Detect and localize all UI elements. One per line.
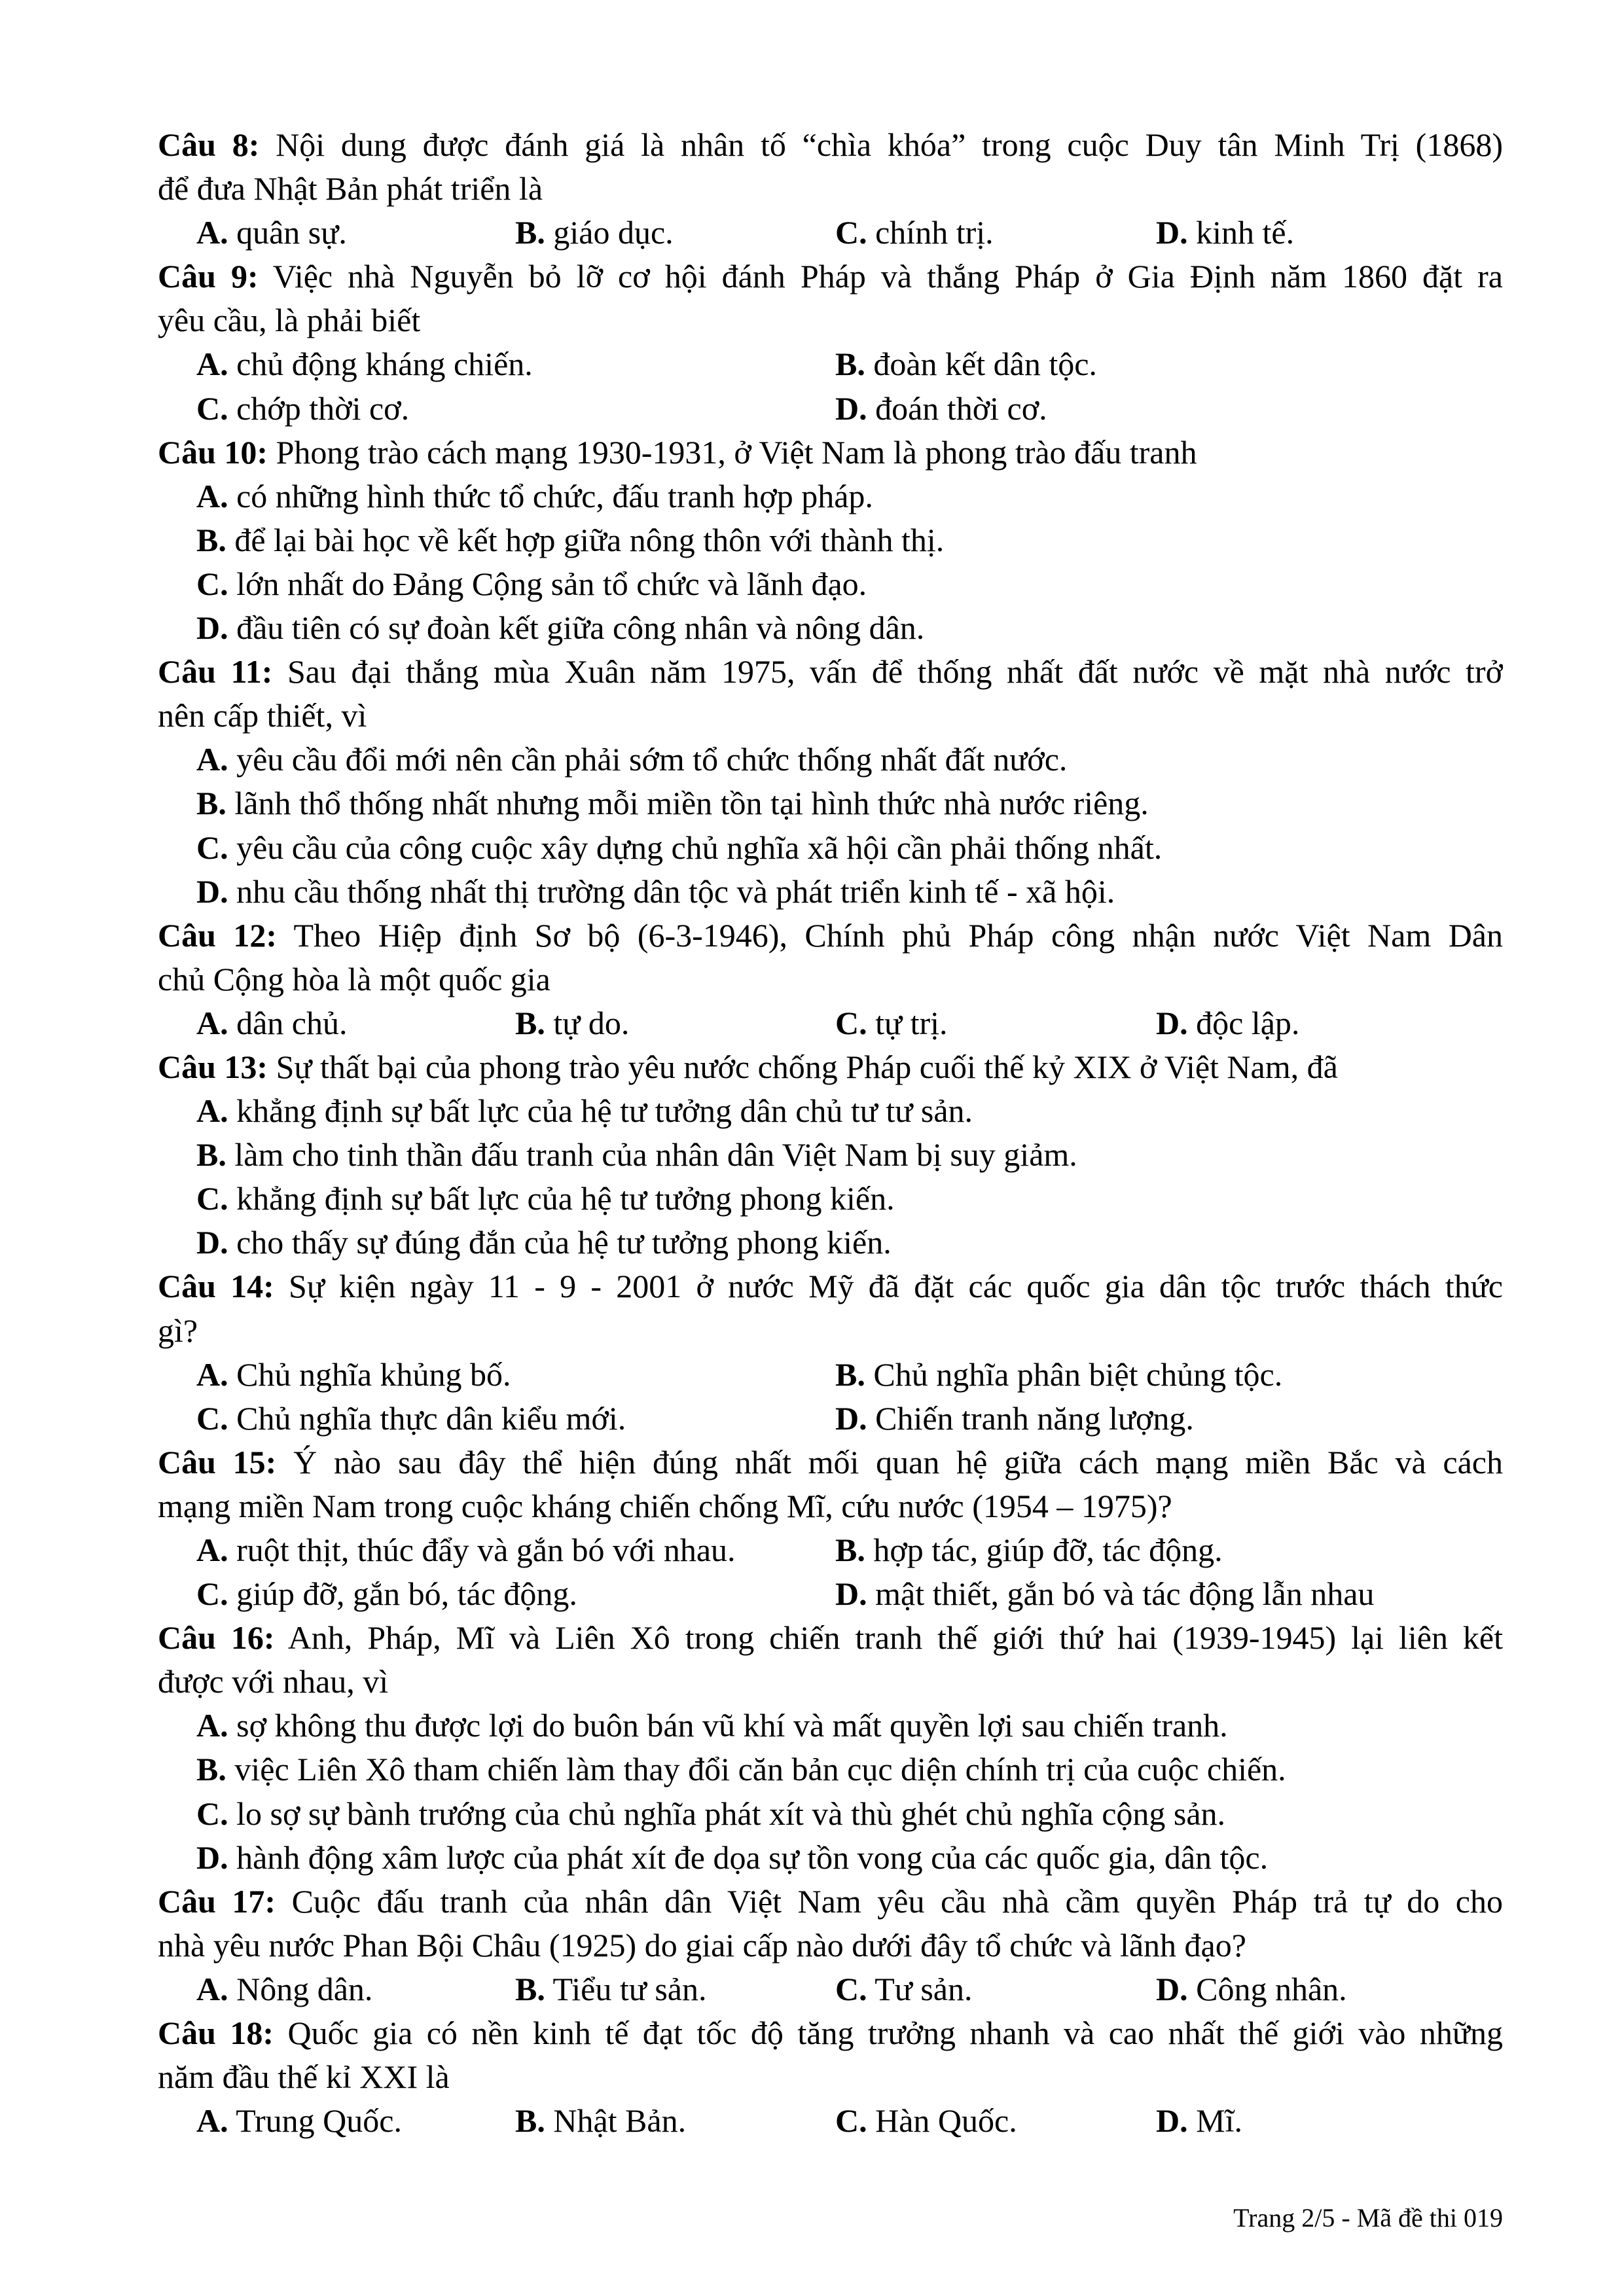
options-row — [158, 2099, 1503, 2143]
option-b — [515, 2099, 686, 2143]
option-c — [196, 1572, 577, 1616]
option-text: yêu cầu của công cuộc xây dựng chủ nghĩa xã hội cần phải thống nhất. — [228, 829, 1163, 866]
option-text: lãnh thổ thống nhất nhưng mỗi miền tồn tại hình thức nhà nước riêng. — [226, 785, 1149, 822]
option-a — [196, 342, 533, 386]
options-row — [158, 518, 1503, 562]
option-key: A. — [196, 741, 228, 778]
option-key: C. — [196, 565, 228, 602]
question-text: chủ Cộng hòa là một quốc gia — [158, 960, 550, 997]
page-footer: Trang 2/5 - Mã đề thi 019 — [1233, 2203, 1503, 2233]
question-stem-line — [158, 1616, 1503, 1660]
question-text: Sự kiện ngày 11 - 9 - 2001 ở nước Mỹ đã đặt các quốc gia dân tộc trước thách thức — [274, 1268, 1503, 1305]
option-key: B. — [196, 1136, 226, 1174]
option-b — [196, 1748, 1286, 1791]
option-text: khẳng định sự bất lực của hệ tư tưởng phong kiến. — [228, 1180, 895, 1217]
question-stem-line — [158, 298, 1503, 342]
option-key: D. — [1156, 1970, 1188, 2007]
question-18 — [158, 2011, 1503, 2143]
option-text: quân sự. — [228, 214, 347, 251]
options-row — [158, 1001, 1503, 1045]
question-stem-line — [158, 123, 1503, 167]
options-row — [158, 1397, 1503, 1441]
option-key: C. — [196, 1575, 228, 1613]
option-key: A. — [196, 1092, 228, 1130]
option-d — [835, 1572, 1374, 1616]
option-key: D. — [196, 609, 228, 647]
option-key: A. — [196, 1970, 228, 2007]
option-key: B. — [835, 1532, 865, 1568]
question-stem-line — [158, 1924, 1503, 1967]
option-d — [196, 1221, 892, 1265]
option-text: dân chủ. — [228, 1004, 348, 1041]
question-text: Anh, Pháp, Mĩ và Liên Xô trong chiến tranh thế giới thứ hai (1939-1945) lại liên kết — [274, 1619, 1503, 1657]
question-text: để đưa Nhật Bản phát triển là — [158, 170, 543, 207]
option-key: D. — [1156, 2102, 1188, 2140]
option-text: yêu cầu đổi mới nên cần phải sớm tổ chức thống nhất đất nước. — [228, 741, 1068, 778]
question-number: Câu 11: — [158, 653, 273, 691]
options-row — [158, 826, 1503, 870]
option-d — [1156, 2099, 1242, 2143]
option-key: C. — [196, 1180, 228, 1217]
option-a — [196, 1089, 973, 1133]
option-d — [835, 387, 1047, 431]
option-text: Chủ nghĩa thực dân kiểu mới. — [228, 1399, 626, 1437]
question-stem-line — [158, 1265, 1503, 1308]
option-key: B. — [515, 1004, 545, 1041]
option-key: B. — [835, 346, 865, 383]
option-a — [196, 1528, 736, 1572]
option-text: để lại bài học về kết hợp giữa nông thôn với thành thị. — [226, 521, 945, 558]
option-d — [1156, 211, 1294, 255]
option-key: D. — [1156, 1004, 1188, 1041]
option-a — [196, 2099, 402, 2143]
question-stem-line — [158, 1309, 1503, 1353]
options-row — [158, 1133, 1503, 1177]
option-text: Tiểu tư sản. — [545, 1970, 707, 2007]
option-d — [835, 1397, 1194, 1441]
option-a — [196, 1353, 511, 1397]
option-key: A. — [196, 1355, 228, 1393]
options-row — [158, 1353, 1503, 1397]
option-key: D. — [835, 389, 867, 427]
option-text: hành động xâm lược của phát xít đe dọa sự tồn vong của các quốc gia, dân tộc. — [228, 1839, 1269, 1876]
option-b — [835, 1353, 1282, 1397]
option-key: A. — [196, 1707, 228, 1744]
question-number: Câu 8: — [158, 126, 260, 163]
option-c — [196, 1792, 1225, 1836]
option-key: B. — [515, 214, 545, 251]
options-row — [158, 475, 1503, 518]
option-text: kinh tế. — [1187, 214, 1295, 251]
question-text: nhà yêu nước Phan Bội Châu (1925) do giai cấp nào dưới đây tổ chức và lãnh đạo? — [158, 1926, 1246, 1964]
option-c — [196, 1177, 895, 1221]
question-stem-line — [158, 958, 1503, 1001]
option-text: Nhật Bản. — [545, 2102, 687, 2140]
question-text: Sự thất bại của phong trào yêu nước chống Pháp cuối thế kỷ XIX ở Việt Nam, đã — [268, 1048, 1338, 1085]
question-16 — [158, 1616, 1503, 1880]
question-number: Câu 12: — [158, 916, 278, 954]
option-text: cho thấy sự đúng đắn của hệ tư tưởng phong kiến. — [228, 1224, 892, 1261]
option-key: D. — [196, 1224, 228, 1261]
option-b — [196, 1133, 1077, 1177]
option-d — [1156, 1967, 1347, 2011]
option-d — [1156, 1001, 1299, 1045]
options-row — [158, 1528, 1503, 1572]
option-key: C. — [835, 2102, 867, 2140]
option-key: D. — [196, 1839, 228, 1876]
question-stem-line — [158, 431, 1503, 475]
option-key: C. — [835, 214, 867, 251]
question-stem-line — [158, 2011, 1503, 2055]
options-row — [158, 606, 1503, 650]
option-key: C. — [196, 829, 228, 866]
question-number: Câu 16: — [158, 1619, 275, 1657]
question-text: Phong trào cách mạng 1930-1931, ở Việt Nam là phong trào đấu tranh — [268, 433, 1197, 471]
question-text: Sau đại thắng mùa Xuân năm 1975, vấn để thống nhất đất nước về mặt nhà nước trở — [272, 653, 1503, 691]
option-text: hợp tác, giúp đỡ, tác động. — [865, 1532, 1223, 1568]
question-8 — [158, 123, 1503, 255]
option-a — [196, 738, 1067, 781]
question-stem-line — [158, 2055, 1503, 2099]
question-text: Cuộc đấu tranh của nhân dân Việt Nam yêu cầu nhà cầm quyền Pháp trả tự do cho — [276, 1882, 1503, 1920]
option-b — [515, 1967, 706, 2011]
question-text: mạng miền Nam trong cuộc kháng chiến chống Mĩ, cứu nước (1954 – 1975)? — [158, 1487, 1172, 1524]
question-14 — [158, 1265, 1503, 1440]
option-key: B. — [835, 1355, 865, 1393]
option-text: Hàn Quốc. — [867, 2102, 1017, 2140]
options-row — [158, 738, 1503, 781]
option-text: chớp thời cơ. — [228, 389, 410, 427]
option-key: D. — [196, 872, 228, 910]
option-c — [835, 211, 994, 255]
option-key: D. — [835, 1399, 867, 1437]
option-text: khẳng định sự bất lực của hệ tư tưởng dân chủ tư tư sản. — [228, 1092, 973, 1130]
option-text: chủ động kháng chiến. — [228, 346, 533, 383]
option-key: B. — [515, 1970, 545, 2007]
option-b — [835, 342, 1097, 386]
options-row — [158, 1836, 1503, 1880]
question-number: Câu 10: — [158, 433, 268, 471]
question-9 — [158, 255, 1503, 430]
option-text: ruột thịt, thúc đẩy và gắn bó với nhau. — [228, 1532, 736, 1568]
question-13 — [158, 1045, 1503, 1265]
question-15 — [158, 1441, 1503, 1616]
option-key: B. — [515, 2102, 545, 2140]
option-text: Tư sản. — [867, 1970, 973, 2007]
option-key: D. — [1156, 214, 1188, 251]
question-10 — [158, 431, 1503, 650]
question-12 — [158, 914, 1503, 1045]
option-c — [835, 2099, 1017, 2143]
option-text: lo sợ sự bành trướng của chủ nghĩa phát xít và thù ghét chủ nghĩa cộng sản. — [228, 1795, 1226, 1832]
option-c — [835, 1001, 948, 1045]
option-text: có những hình thức tổ chức, đấu tranh hợp pháp. — [228, 477, 873, 514]
question-stem-line — [158, 1660, 1503, 1704]
option-text: mật thiết, gắn bó và tác động lẫn nhau — [867, 1575, 1375, 1613]
question-17 — [158, 1880, 1503, 2011]
option-text: tự do. — [545, 1004, 630, 1041]
question-number: Câu 18: — [158, 2015, 274, 2052]
question-stem-line — [158, 1045, 1503, 1089]
exam-content — [158, 123, 1503, 2143]
option-a — [196, 1704, 1228, 1748]
option-key: C. — [196, 1795, 228, 1832]
option-text: giáo dục. — [545, 214, 674, 251]
option-text: chính trị. — [867, 214, 994, 251]
options-row — [158, 1221, 1503, 1265]
question-number: Câu 15: — [158, 1443, 277, 1480]
question-text: nên cấp thiết, vì — [158, 697, 367, 734]
question-stem-line — [158, 255, 1503, 298]
option-d — [196, 1836, 1268, 1880]
question-text: Theo Hiệp định Sơ bộ (6-3-1946), Chính phủ Pháp công nhận nước Việt Nam Dân — [277, 916, 1503, 954]
option-key: D. — [835, 1575, 867, 1613]
question-stem-line — [158, 650, 1503, 694]
option-c — [835, 1967, 973, 2011]
option-text: Chiến tranh năng lượng. — [867, 1399, 1194, 1437]
options-row — [158, 1177, 1503, 1221]
option-c — [196, 1397, 626, 1441]
question-text: Việc nhà Nguyễn bỏ lỡ cơ hội đánh Pháp và thắng Pháp ở Gia Định năm 1860 đặt ra — [258, 258, 1503, 295]
option-text: tự trị. — [867, 1004, 948, 1041]
option-text: đoán thời cơ. — [867, 389, 1047, 427]
option-text: nhu cầu thống nhất thị trường dân tộc và phát triển kinh tế - xã hội. — [228, 872, 1115, 910]
option-key: B. — [196, 1751, 226, 1788]
option-a — [196, 211, 347, 255]
question-text: Ý nào sau đây thể hiện đúng nhất mối quan hệ giữa cách mạng miền Bắc và cách — [276, 1443, 1503, 1480]
option-text: đầu tiên có sự đoàn kết giữa công nhân và nông dân. — [228, 609, 925, 647]
option-a — [196, 1967, 372, 2011]
options-row — [158, 387, 1503, 431]
option-b — [196, 781, 1149, 825]
options-row — [158, 870, 1503, 914]
option-text: độc lập. — [1187, 1004, 1300, 1041]
option-key: C. — [196, 389, 228, 427]
option-key: C. — [196, 1399, 228, 1437]
option-key: B. — [196, 521, 226, 558]
options-row — [158, 1967, 1503, 2011]
option-key: A. — [196, 346, 228, 383]
option-key: C. — [835, 1004, 867, 1041]
option-text: Nông dân. — [228, 1970, 373, 2007]
option-c — [196, 387, 409, 431]
option-text: việc Liên Xô tham chiến làm thay đổi căn bản cục diện chính trị của cuộc chiến. — [226, 1751, 1286, 1788]
question-text: năm đầu thế kỉ XXI là — [158, 2058, 450, 2096]
option-text: Trung Quốc. — [228, 2102, 402, 2140]
question-number: Câu 14: — [158, 1268, 274, 1305]
question-number: Câu 17: — [158, 1882, 276, 1920]
question-text: gì? — [158, 1312, 198, 1349]
question-stem-line — [158, 1484, 1503, 1528]
option-c — [196, 826, 1162, 870]
question-text: yêu cầu, là phải biết — [158, 302, 421, 339]
option-b — [196, 518, 944, 562]
option-key: A. — [196, 1532, 228, 1568]
question-stem-line — [158, 914, 1503, 958]
option-text: sợ không thu được lợi do buôn bán vũ khí và mất quyền lợi sau chiến tranh. — [228, 1707, 1228, 1744]
question-stem-line — [158, 1441, 1503, 1484]
option-d — [196, 870, 1115, 914]
option-a — [196, 1001, 348, 1045]
question-text: Nội dung được đánh giá là nhân tố “chìa khóa” trong cuộc Duy tân Minh Trị (1868) — [259, 126, 1503, 163]
option-text: Mĩ. — [1187, 2102, 1242, 2140]
option-text: Chủ nghĩa khủng bố. — [228, 1355, 511, 1393]
question-number: Câu 9: — [158, 258, 259, 295]
options-row — [158, 1089, 1503, 1133]
options-row — [158, 342, 1503, 386]
option-key: A. — [196, 1004, 228, 1041]
option-c — [196, 562, 867, 606]
option-key: C. — [835, 1970, 867, 2007]
options-row — [158, 1572, 1503, 1616]
question-stem-line — [158, 1880, 1503, 1924]
option-a — [196, 475, 873, 518]
option-text: làm cho tinh thần đấu tranh của nhân dân Việt Nam bị suy giảm. — [226, 1136, 1077, 1174]
option-b — [515, 211, 674, 255]
question-11 — [158, 650, 1503, 914]
options-row — [158, 1748, 1503, 1791]
question-stem-line — [158, 167, 1503, 211]
options-row — [158, 211, 1503, 255]
options-row — [158, 1704, 1503, 1748]
option-text: lớn nhất do Đảng Cộng sản tổ chức và lãnh đạo. — [228, 565, 867, 602]
option-text: đoàn kết dân tộc. — [865, 346, 1097, 383]
option-text: giúp đỡ, gắn bó, tác động. — [228, 1575, 577, 1613]
option-key: A. — [196, 2102, 228, 2140]
option-key: A. — [196, 214, 228, 251]
option-key: B. — [196, 785, 226, 822]
question-number: Câu 13: — [158, 1048, 268, 1085]
options-row — [158, 1792, 1503, 1836]
option-d — [196, 606, 924, 650]
option-key: A. — [196, 477, 228, 514]
option-text: Công nhân. — [1187, 1970, 1347, 2007]
options-row — [158, 562, 1503, 606]
question-text: Quốc gia có nền kinh tế đạt tốc độ tăng trưởng nhanh và cao nhất thế giới vào những — [274, 2015, 1503, 2052]
option-b — [835, 1528, 1223, 1572]
option-b — [515, 1001, 629, 1045]
question-stem-line — [158, 694, 1503, 738]
option-text: Chủ nghĩa phân biệt chủng tộc. — [865, 1355, 1283, 1393]
options-row — [158, 781, 1503, 825]
question-text: được với nhau, vì — [158, 1663, 389, 1700]
